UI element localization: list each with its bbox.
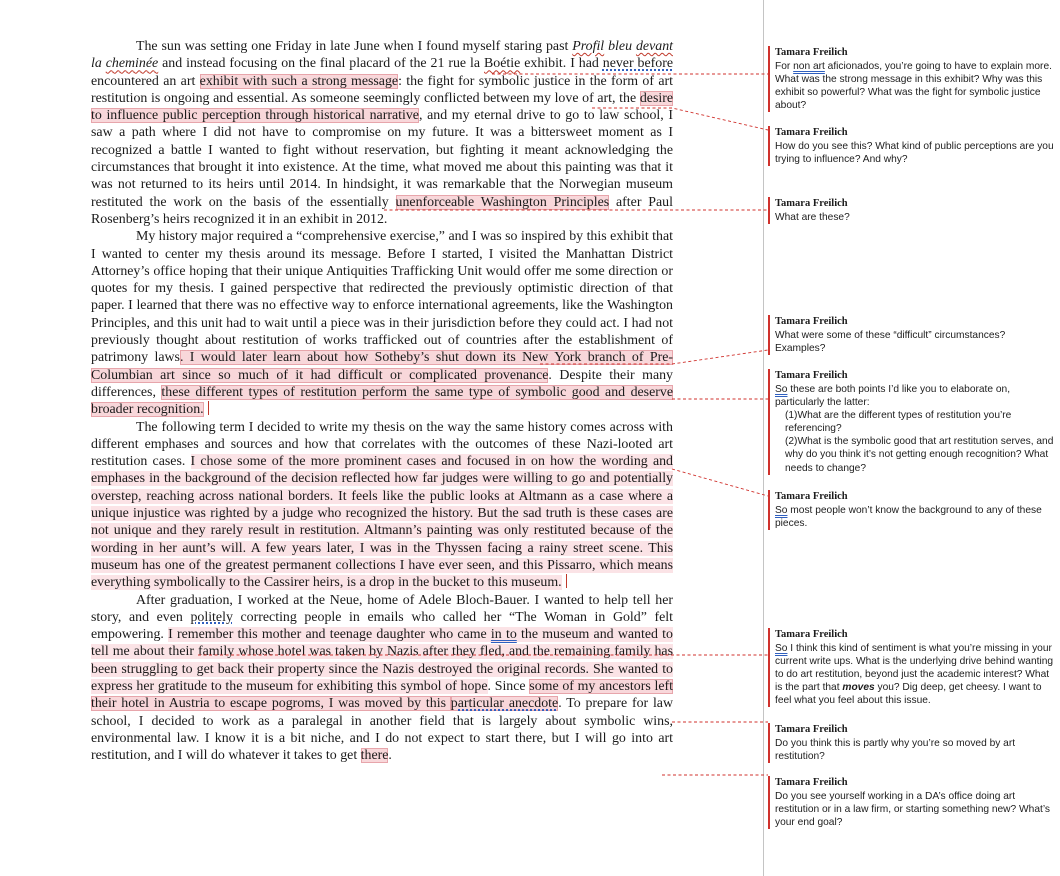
commented-text: exhibit with such a strong message <box>199 73 399 89</box>
comment-author: Tamara Freilich <box>775 629 848 640</box>
comment-text: For non art aficionados, you’re going to have to explain more. What was the strong message in this exhibit? Why was this exhibit so powerful? What was the fight for symbolic justice about? <box>775 61 1052 112</box>
text-run: after Paul Rosenberg’s heirs recognized it in an exhibit in 2012. <box>91 194 673 227</box>
text-run: bleu <box>604 39 633 54</box>
text-run: exhibit. I had <box>520 56 603 72</box>
comment-author: Tamara Freilich <box>775 491 848 502</box>
leader-line-4 <box>540 350 768 364</box>
text-run: and instead focusing on the final placard of the 21 rue la <box>158 56 484 72</box>
commented-text: unenforceable Washington Principles <box>395 194 610 210</box>
comment-8[interactable] <box>768 723 1055 763</box>
comment-9[interactable] <box>768 776 1055 829</box>
text-run: After graduation, I worked at the Neue, home of Adele Bloch-Bauer. I wanted to help tell her story, and even <box>91 592 673 625</box>
text-run: la <box>91 56 106 72</box>
marked-text: devant <box>635 39 673 54</box>
comment-text: What were some of these “difficult” circumstances? Examples? <box>775 330 1006 355</box>
comment-list-item: (2)What is the symbolic good that art restitution serves, and why do you think it’s not getting enough recognition? What needs to change? <box>785 436 1054 474</box>
comment-3[interactable] <box>768 197 1055 224</box>
marked-text: Boétie <box>484 56 521 72</box>
comment-2[interactable] <box>768 126 1055 166</box>
leader-line-6 <box>672 469 768 496</box>
comment-text: So these are both points I’d like you to elaborate on, particularly the latter: <box>775 384 1011 409</box>
text-run: . To prepare for law school, I decided to work as a paralegal in another field that is largely about symbolic wins, environmental law. I know it is a bit niche, and I do not expect to start there, but I will go into art restitution, and I will do whatever it takes to get <box>91 696 674 764</box>
comment-list <box>775 409 1055 474</box>
text-run: The following term I decided to write my thesis on the way the same history comes across with different emphases and sources and how that correlates with the outcomes of these Nazi-looted art restitution cases. <box>91 419 673 470</box>
text-run: The sun was setting one Friday in late June when I found myself staring past <box>136 39 573 54</box>
commented-text: the museum and wanted to tell me about their family whose hotel was taken by Nazis after they fled, and the remaining family has been struggling to get back their property since the Nazis destroyed the original records. She wanted to express her gratitude to the museum for exhibiting this symbol of hope <box>91 627 673 694</box>
marked-text: cheminée <box>105 56 159 72</box>
comment-4[interactable] <box>768 315 1055 355</box>
comment-text: Do you see yourself working in a DA’s office doing art restitution or in a law firm, or starting something new? What’s your end goal? <box>775 791 1050 829</box>
text-run: . Despite their many differences, <box>91 367 673 400</box>
commented-text: some of my ancestors left their hotel in Austria to escape pogroms, I was moved by this <box>91 678 673 712</box>
comment-text: So most people won’t know the background to any of these pieces. <box>775 505 1042 530</box>
comment-7[interactable] <box>768 628 1055 707</box>
commented-text: desire to influence public perception through historical narrative <box>91 90 673 124</box>
marked-text: politely <box>190 609 233 625</box>
comment-list-item: (1)What are the different types of restitution you’re referencing? <box>785 410 1012 435</box>
comment-author: Tamara Freilich <box>775 777 848 788</box>
comment-text: So I think this kind of sentiment is what you’re missing in your current write ups. What is the underlying drive behind wanting to do art restitution, beyond just the academic interest? What is the part that moves you? Dig deep, get cheesy. I want to feel what you feel about this issue. <box>775 643 1054 707</box>
commented-text: I remember this mother and teenage daughter who came <box>168 627 491 643</box>
commented-text: I chose some of the more prominent cases and focused in on how the wording and emphases in the background of the decision reflected how far judges were willing to go and potentially overstep, reaching across national borders. It feels like the public looks at Altmann as a case where a unique injustice was righted by a judge who recognized the history. But the sad truth is these cases are not unique and they rarely result in restitution. Altmann’s painting was only restituted because of the wording in her aunt’s will. A few years later, I was in the Thyssen facing a rainy street scene. This museum has one of the greatest permanent collections I have ever seen, and this Pissarro, which means everything symbolically to the Cassirer heirs, is a drop in the bucket to this museum. <box>91 454 674 591</box>
text-run: My history major required a “comprehensive exercise,” and I was so inspired by this exhibit that I wanted to center my thesis around its message. Before I started, I visited the Manhattan District Attorney’s office hoping that their unique Antiquities Trafficking Unit would offer me some direction or quotes for my thesis. I gained perspective that redirected the previously optimistic direction of that paper. I learned that there was no effective way to enforce international agreements, like the Washington Principles, and this unit had to wait until a piece was in their jurisdiction before they could act. I had not previously thought about restitution of works trafficked out of countries after the establishment of patrimony laws <box>91 229 673 366</box>
commented-text: in to <box>490 627 517 643</box>
marked-text: Profil <box>572 39 605 54</box>
commented-text: there <box>360 748 389 764</box>
text-run: encountered an art <box>91 73 200 89</box>
text-run: . Since <box>487 678 530 694</box>
text-run: , and my eternal drive to go to law school, I saw a path where I did not have to compromise on my future. It was a bittersweet moment as I recognized a battle I wanted to fight without reservation, but fighting it meant acknowledging the circumstances that brought it into existence. At the time, what moved me about this painting was that it was not returned to its heirs until 2014. In hindsight, it was remarkable that the Norwegian museum restituted the work on the basis of the essentially <box>91 108 673 210</box>
commented-text: . I would later learn about how Sotheby’s shut down its New York branch of Pre-Columbian art since so much of it had difficult or complicated provenance <box>91 350 673 383</box>
comment-author: Tamara Freilich <box>775 127 848 138</box>
marked-text: never before <box>602 56 674 72</box>
comment-6[interactable] <box>768 490 1055 530</box>
comment-text: Do you think this is partly why you’re so moved by art restitution? <box>775 738 1016 763</box>
comment-5[interactable] <box>768 369 1055 475</box>
comment-author: Tamara Freilich <box>775 198 848 209</box>
text-run: : the fight for symbolic justice in the form of art restitution is ongoing and essential. As someone seemingly conflicted between my love of art, the <box>91 73 673 106</box>
comment-author: Tamara Freilich <box>775 724 848 735</box>
comment-text: What are these? <box>775 212 850 223</box>
comment-author: Tamara Freilich <box>775 370 848 381</box>
comment-1[interactable] <box>768 46 1055 112</box>
comment-author: Tamara Freilich <box>775 316 848 327</box>
leader-line-2 <box>592 108 768 130</box>
commented-text: these different types of restitution perform the same type of symbolic good and deserve broader recognition. <box>91 384 673 418</box>
commented-text: particular anecdote <box>450 696 559 712</box>
comment-text: How do you see this? What kind of public perceptions are you trying to influence? And why? <box>775 141 1054 166</box>
text-run: correcting people in emails who called her “The Woman in Gold” felt empowering. <box>91 609 674 643</box>
text-run: . <box>388 748 392 764</box>
comment-author: Tamara Freilich <box>775 47 848 58</box>
